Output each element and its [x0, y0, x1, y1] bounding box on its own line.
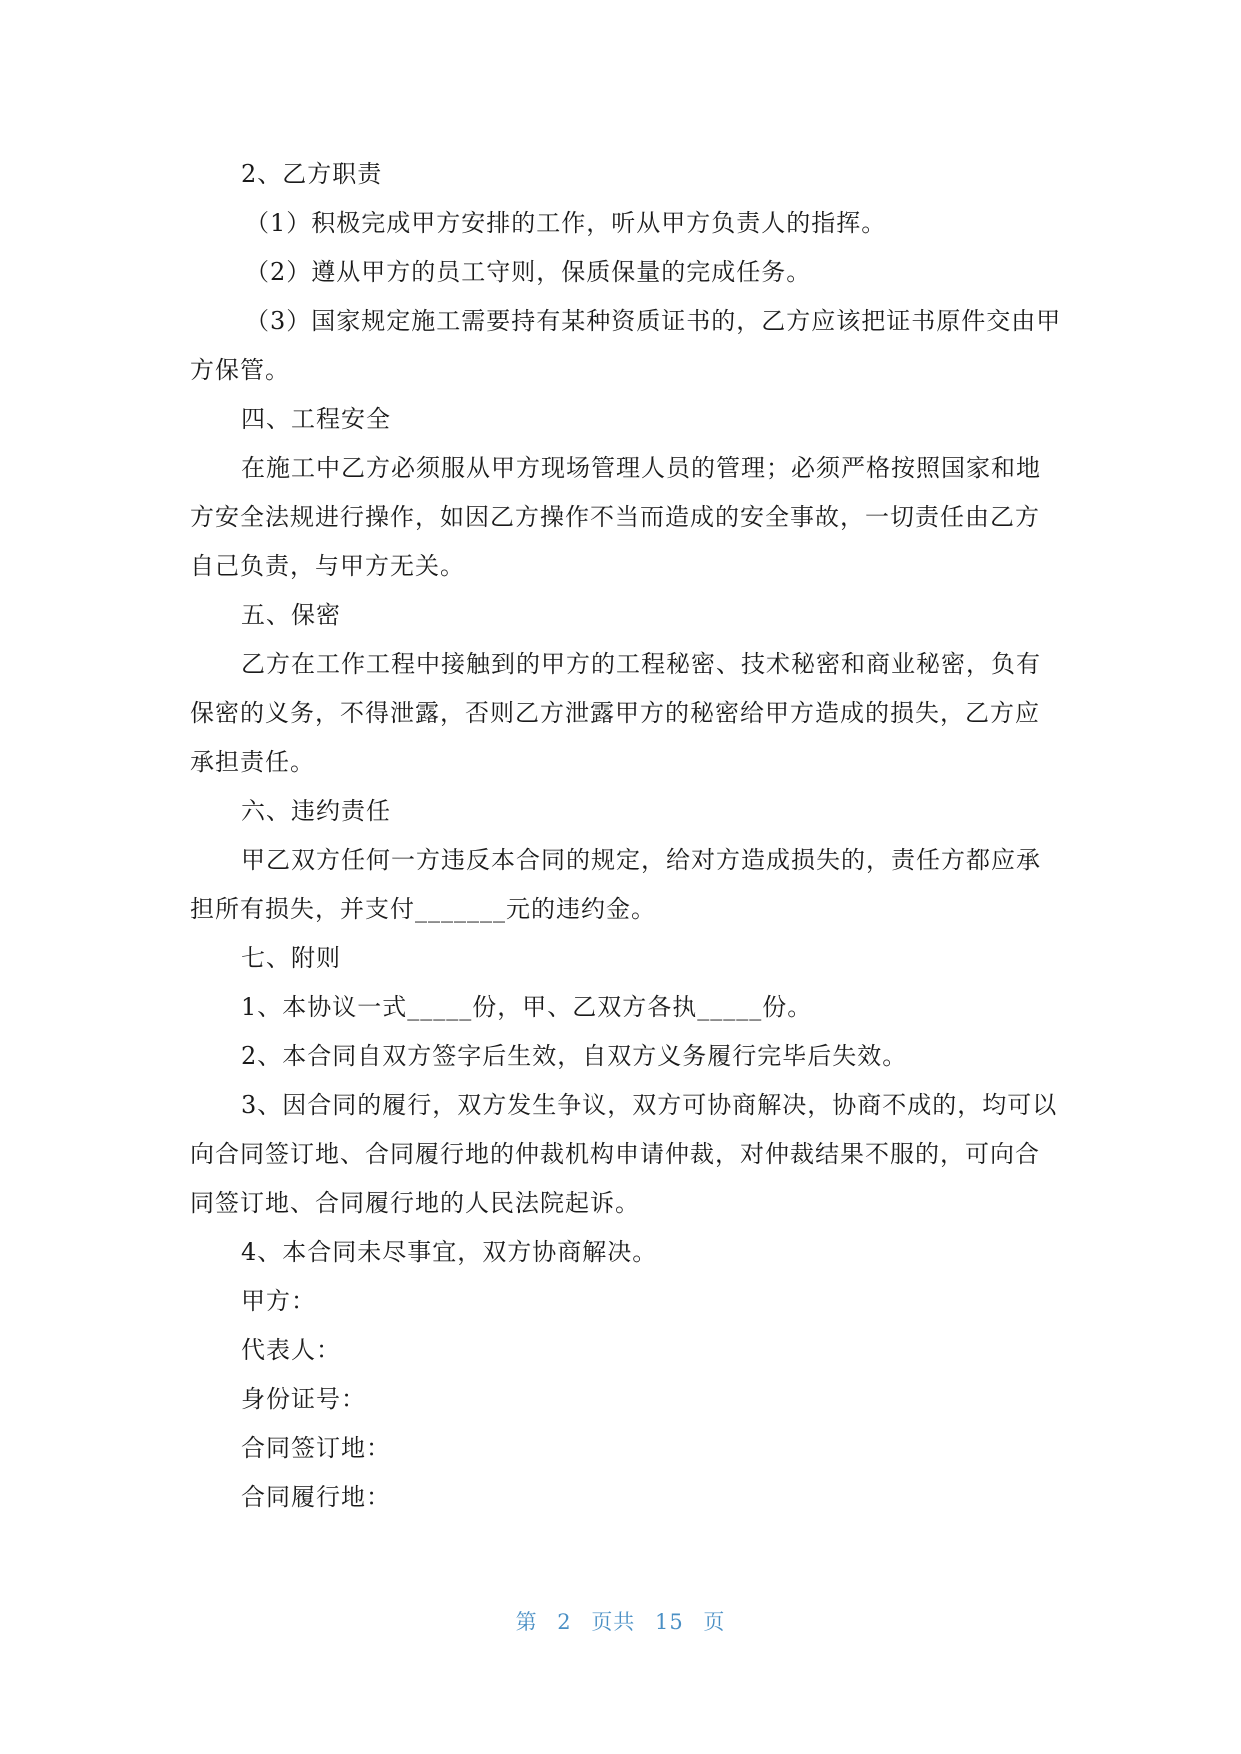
signature-field-performance-place: 合同履行地：	[241, 1483, 391, 1511]
paragraph-line: 向合同签订地、合同履行地的仲裁机构申请仲裁，对仲裁结果不服的，可向合	[190, 1140, 1040, 1168]
clause-line: 3、因合同的履行，双方发生争议，双方可协商解决，协商不成的，均可以	[241, 1091, 1058, 1119]
footer-total-pages: 15	[655, 1610, 684, 1634]
paragraph-line: 乙方在工作工程中接触到的甲方的工程秘密、技术秘密和商业秘密，负有	[241, 650, 1041, 678]
section-heading: 四、工程安全	[241, 405, 391, 433]
clause-line: 1、本协议一式_____份，甲、乙双方各执_____份。	[241, 993, 813, 1021]
document-body	[190, 150, 1060, 1522]
footer-current-page: 2	[557, 1610, 572, 1634]
section-heading: 2、乙方职责	[241, 160, 383, 188]
list-item: （1）积极完成甲方安排的工作，听从甲方负责人的指挥。	[245, 209, 887, 237]
footer-prefix: 第	[515, 1610, 538, 1634]
signature-field-representative: 代表人：	[241, 1336, 341, 1364]
footer-middle: 页共	[591, 1610, 636, 1634]
page-footer	[0, 1606, 1241, 1636]
section-heading: 七、附则	[241, 944, 341, 972]
signature-field-party-a: 甲方：	[241, 1287, 316, 1315]
clause-line: 4、本合同未尽事宜，双方协商解决。	[241, 1238, 658, 1266]
paragraph-line: 保密的义务，不得泄露，否则乙方泄露甲方的秘密给甲方造成的损失，乙方应	[190, 699, 1040, 727]
paragraph-line: 方保管。	[190, 356, 290, 384]
paragraph-line: 在施工中乙方必须服从甲方现场管理人员的管理；必须严格按照国家和地	[241, 454, 1041, 482]
paragraph-line: 同签订地、合同履行地的人民法院起诉。	[190, 1189, 640, 1217]
section-heading: 五、保密	[241, 601, 341, 629]
paragraph-line: 承担责任。	[190, 748, 315, 776]
signature-field-signing-place: 合同签订地：	[241, 1434, 391, 1462]
clause-line: 2、本合同自双方签字后生效，自双方义务履行完毕后失效。	[241, 1042, 908, 1070]
section-heading: 六、违约责任	[241, 797, 391, 825]
paragraph-line: 甲乙双方任何一方违反本合同的规定，给对方造成损失的，责任方都应承	[241, 846, 1041, 874]
footer-suffix: 页	[703, 1610, 726, 1634]
paragraph-line: 担所有损失，并支付_______元的违约金。	[190, 895, 656, 923]
paragraph-line: 自己负责，与甲方无关。	[190, 552, 465, 580]
list-item: （3）国家规定施工需要持有某种资质证书的，乙方应该把证书原件交由甲	[245, 307, 1062, 335]
signature-field-id-number: 身份证号：	[241, 1385, 366, 1413]
list-item: （2）遵从甲方的员工守则，保质保量的完成任务。	[245, 258, 812, 286]
paragraph-line: 方安全法规进行操作，如因乙方操作不当而造成的安全事故，一切责任由乙方	[190, 503, 1040, 531]
